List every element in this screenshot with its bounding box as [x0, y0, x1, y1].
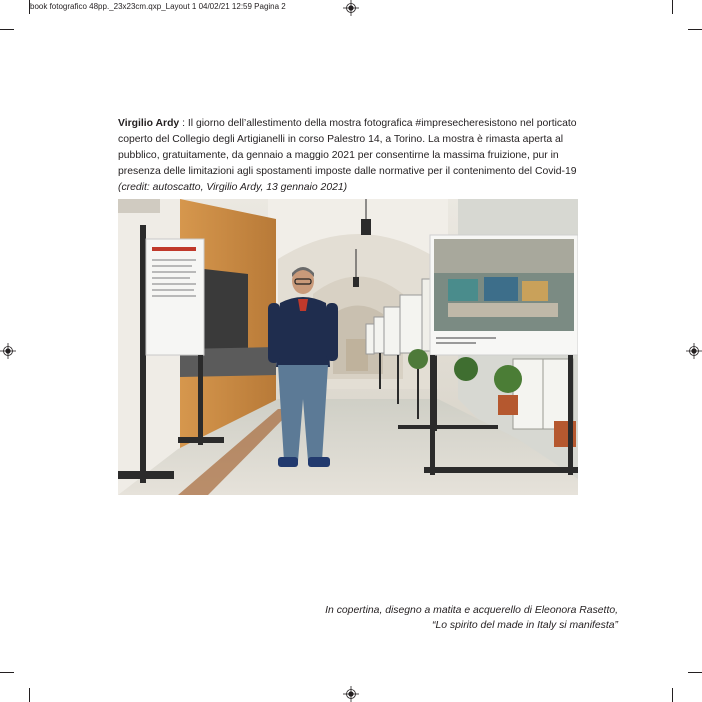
crop-mark-bottom-left-h [0, 672, 14, 673]
caption-credit: (credit: autoscatto, Virgilio Ardy, 13 gennaio 2021) [118, 182, 348, 193]
crop-mark-bottom-right-h [688, 672, 702, 673]
caption-author: Virgilio Ardy [118, 118, 180, 129]
cover-note-line-2: “Lo spirito del made in Italy si manifesta” [432, 620, 618, 631]
registration-mark-right [686, 343, 702, 359]
crop-mark-top-right-v [672, 0, 673, 14]
photo-caption [118, 116, 588, 196]
crop-mark-top-right-h [688, 29, 702, 30]
crop-mark-top-left-v [29, 0, 30, 14]
crop-mark-bottom-left-v [29, 688, 30, 702]
slug-line: book fotografico 48pp._23x23cm.qxp_Layout 1 04/02/21 12:59 Pagina 2 [30, 2, 286, 11]
registration-mark-bottom [343, 686, 359, 702]
cover-note [198, 603, 618, 633]
crop-mark-top-left-h [0, 29, 14, 30]
registration-mark-left [0, 343, 16, 359]
cover-note-line-1: In copertina, disegno a matita e acquerello di Eleonora Rasetto, [325, 605, 618, 616]
crop-mark-bottom-right-v [672, 688, 673, 702]
exhibition-photo [118, 199, 578, 495]
registration-mark-top [343, 0, 359, 16]
caption-separator: : [179, 118, 188, 129]
caption-text: Il giorno dell’allestimento della mostra fotografica #impresecheresistono nel porticato coperto del Collegio degli Artigianelli in corso Palestro 14, a Torino. La mostra è rimasta aperta al pubblico, gratuitamente, da gennaio a maggio 2021 per consentirne la massima fruizione, pur in presenza delle limitazioni agli spostamenti imposte dalle normative per il contenimento del Covid-19 [118, 118, 577, 177]
